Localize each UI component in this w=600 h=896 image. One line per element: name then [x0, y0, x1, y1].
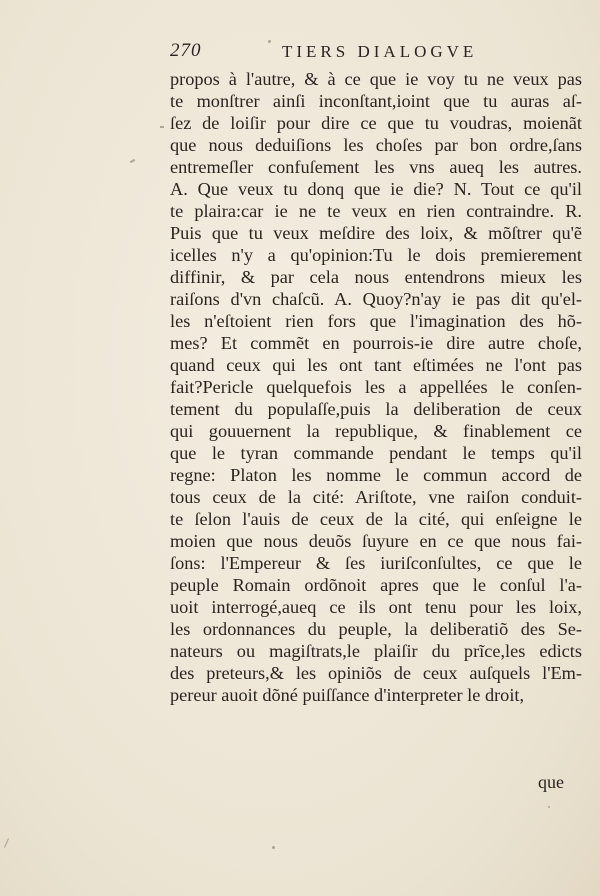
text-line: te ſelon l'auis de ceux de la cité, qui enſeigne le — [170, 509, 582, 529]
page-header — [170, 40, 580, 68]
text-line: des preteurs,& les opiniõs de ceux auſquels l'Em- — [170, 663, 582, 683]
text-line: icelles n'y a qu'opinion:Tu le dois premierement — [170, 245, 582, 265]
ink-speck — [160, 126, 164, 128]
text-line: entremeſler confuſement les vns aueq les autres. — [170, 157, 582, 177]
text-line: nateurs ou magiſtrats,le plaiſir du prĩce,les edicts — [170, 641, 582, 661]
text-line: te monſtrer ainſi inconſtant,ioint que tu auras aſ- — [170, 91, 582, 111]
text-line: A. Que veux tu donq que ie die? N. Tout ce qu'il — [170, 179, 582, 199]
text-line: qui gouuernent la republique, & finablement ce — [170, 421, 582, 441]
text-line: mes? Et commẽt en pourrois-ie dire autre choſe, — [170, 333, 582, 353]
text-line: fait?Pericle quelquefois les a appellées le conſen- — [170, 377, 582, 397]
catchword: que — [538, 772, 564, 792]
text-line: que nous deduiſions les choſes par bon ordre,ſans — [170, 135, 582, 155]
text-line: Puis que tu veux meſdire des loix, & mõſtrer qu'ẽ — [170, 223, 582, 243]
text-line: quand ceux qui les ont tant eſtimées ne l'ont pas — [170, 355, 582, 375]
text-line: pereur auoit dõné puiſſance d'interpreter le droit, — [170, 685, 525, 705]
ink-speck — [4, 838, 9, 847]
text-line: ſons: l'Empereur & ſes iuriſconſultes, ce que le — [170, 553, 582, 573]
text-line: diffinir, & par cela nous entendrons mieux les — [170, 267, 582, 287]
ink-speck — [268, 40, 271, 43]
body-text — [170, 68, 582, 706]
ink-speck — [548, 806, 550, 808]
text-line: ſez de loiſir pour dire ce que tu voudras, moienãt — [170, 113, 582, 133]
ink-speck — [272, 846, 275, 849]
text-line: propos à l'autre, & à ce que ie voy tu ne veux pas — [170, 69, 582, 89]
text-line: tous ceux de la cité: Ariſtote, vne raiſon conduit- — [170, 487, 582, 507]
running-title: TIERS DIALOGVE — [282, 42, 478, 61]
text-line: peuple Romain ordõnoit apres que le conſul l'a- — [170, 575, 582, 595]
ink-speck — [130, 159, 135, 163]
text-line: les ordonnances du peuple, la deliberatiõ des Se- — [170, 619, 582, 639]
text-line: tement du populaſſe,puis la deliberation de ceux — [170, 399, 582, 419]
text-line: te plaira:car ie ne te veux en rien contraindre. R. — [170, 201, 582, 221]
page-number: 270 — [170, 40, 202, 61]
text-line: uoit interrogé,aueq ce ils ont tenu pour les loix, — [170, 597, 582, 617]
text-line: les n'eſtoient rien fors que l'imagination des hõ- — [170, 311, 582, 331]
text-line: regne: Platon les nomme le commun accord de — [170, 465, 582, 485]
text-line: que le tyran commande pendant le temps qu'il — [170, 443, 582, 463]
text-line: raiſons d'vn chaſcũ. A. Quoy?n'ay ie pas dit qu'el- — [170, 289, 582, 309]
text-line: moien que nous deuõs ſuyure en ce que nous fai- — [170, 531, 582, 551]
